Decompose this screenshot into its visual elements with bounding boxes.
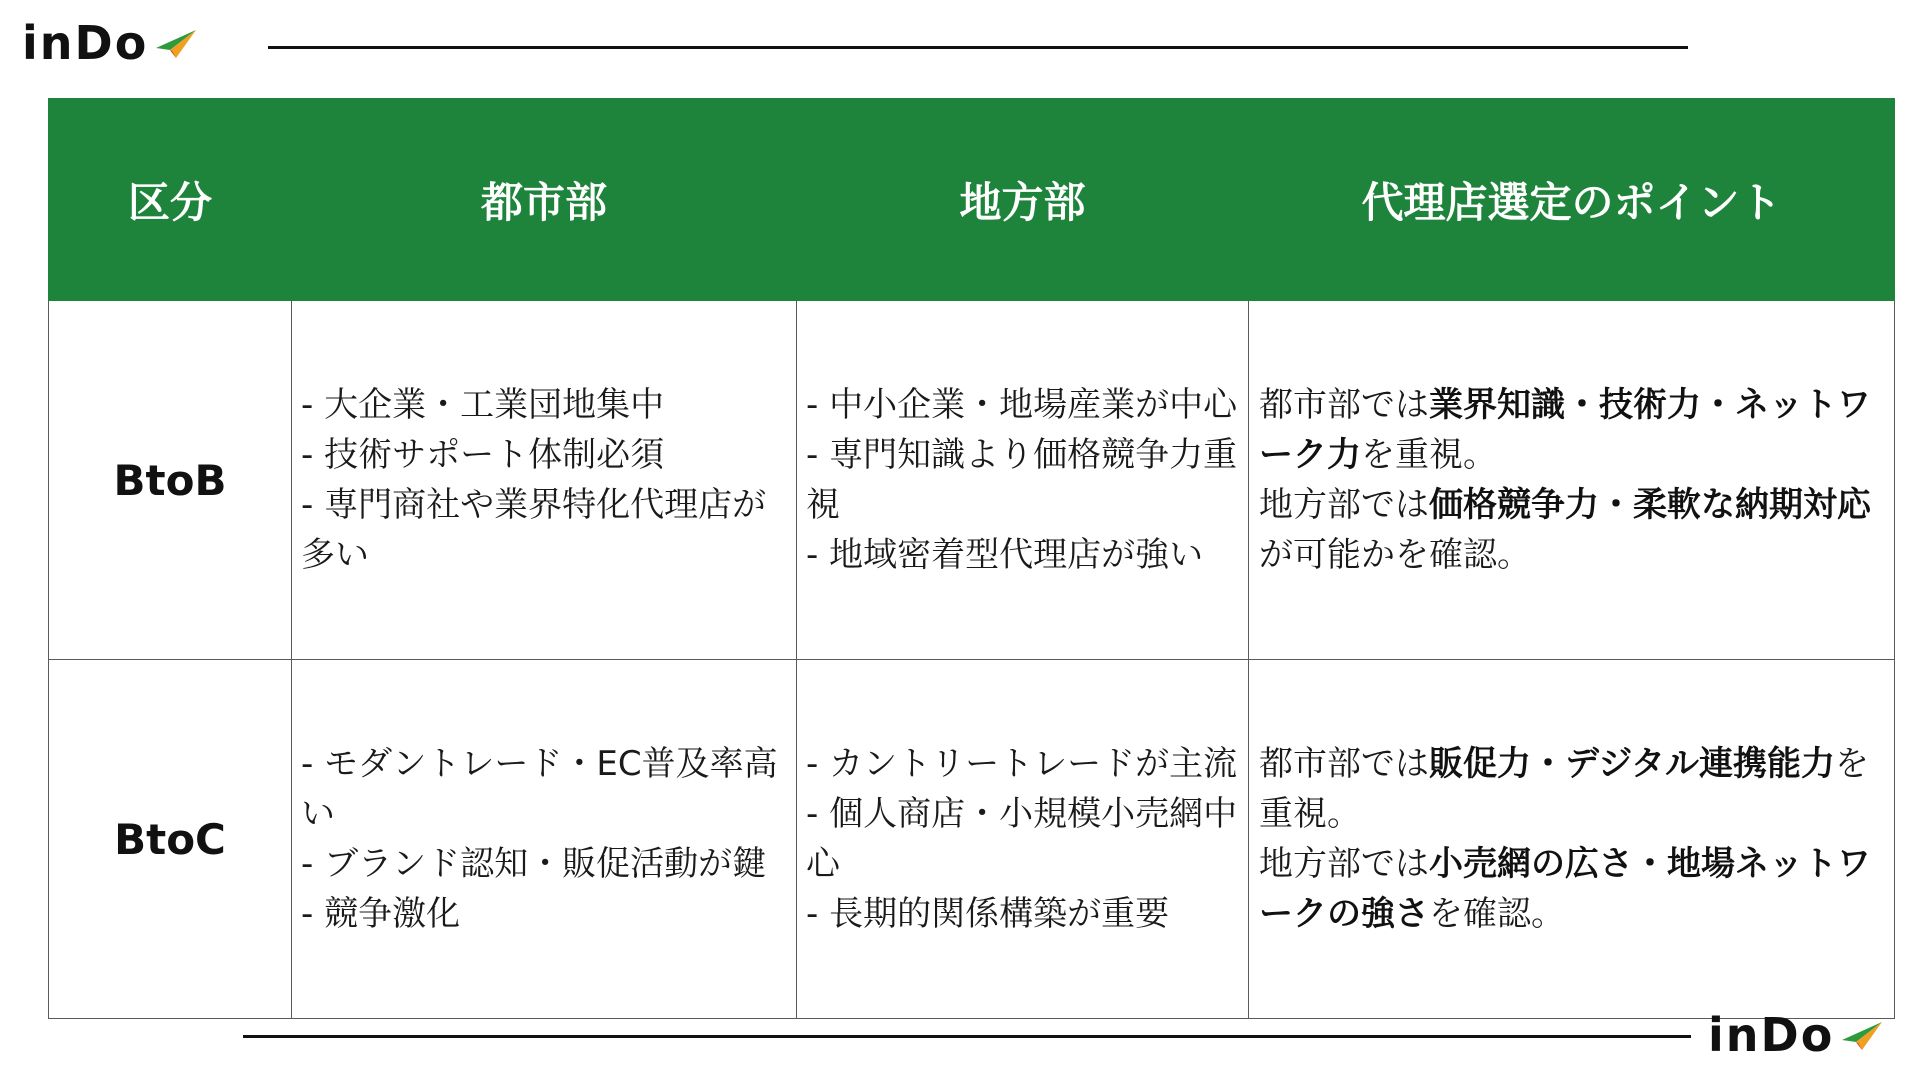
urban-line: - ブランド認知・販促活動が鍵: [301, 844, 767, 884]
point-urban: [1259, 739, 1884, 839]
comparison-table: [48, 98, 1895, 1019]
rural-line: - カントリートレードが主流: [806, 744, 1238, 784]
urban-line: - 大企業・工業団地集中: [301, 385, 665, 425]
point-cell: [1249, 660, 1895, 1019]
rural-line: - 中小企業・地場産業が中心: [806, 385, 1238, 425]
point-cell: [1249, 301, 1895, 660]
paper-plane-icon: [1840, 1018, 1884, 1052]
paper-plane-icon: [154, 26, 198, 60]
point-emphasis: 価格競争力・柔軟な納期対応: [1429, 485, 1871, 525]
table-header-row: [49, 99, 1895, 301]
rural-line: - 地域密着型代理店が強い: [806, 535, 1204, 575]
urban-cell: [292, 301, 797, 660]
urban-line: - 専門商社や業界特化代理店が多い: [301, 485, 767, 575]
point-urban: [1259, 380, 1884, 480]
point-text: が可能かを確認。: [1259, 535, 1531, 575]
point-text: 都市部では: [1259, 744, 1429, 784]
rural-line: - 長期的関係構築が重要: [806, 894, 1170, 934]
rural-line: - 専門知識より価格競争力重視: [806, 435, 1238, 525]
point-rural: [1259, 839, 1884, 939]
rural-cell: [797, 660, 1249, 1019]
table-row-btob: [49, 301, 1895, 660]
header-divider: [268, 46, 1688, 49]
point-text: 地方部では: [1259, 485, 1429, 525]
header-segment: 区分: [49, 99, 292, 301]
table-row-btoc: [49, 660, 1895, 1019]
point-emphasis: 業界知識・技術力・ネットワーク力: [1259, 385, 1871, 475]
brand-logo-top: [22, 16, 198, 70]
rural-line: - 個人商店・小規模小売網中心: [806, 794, 1238, 884]
segment-label: BtoB: [49, 301, 292, 660]
point-text: を重視。: [1361, 435, 1497, 475]
urban-cell: [292, 660, 797, 1019]
point-text: を確認。: [1429, 894, 1565, 934]
point-emphasis: 販促力・デジタル連携能力: [1429, 744, 1835, 784]
rural-cell: [797, 301, 1249, 660]
point-text: を重視。: [1259, 744, 1869, 834]
header-rural: 地方部: [797, 99, 1249, 301]
brand-logo-bottom: [1708, 1008, 1884, 1062]
point-rural: [1259, 480, 1884, 580]
urban-line: - 競争激化: [301, 894, 461, 934]
point-text: 都市部では: [1259, 385, 1429, 425]
header-urban: 都市部: [292, 99, 797, 301]
urban-line: - モダントレード・EC普及率高い: [301, 744, 778, 834]
point-emphasis: 小売網の広さ・地場ネットワークの強さ: [1259, 844, 1871, 934]
logo-wordmark: inDo: [1708, 1008, 1835, 1062]
header-points: 代理店選定のポイント: [1249, 99, 1895, 301]
point-text: 地方部では: [1259, 844, 1429, 884]
logo-wordmark: inDo: [22, 16, 149, 70]
segment-label: BtoC: [49, 660, 292, 1019]
urban-line: - 技術サポート体制必須: [301, 435, 665, 475]
footer-divider: [243, 1035, 1691, 1038]
